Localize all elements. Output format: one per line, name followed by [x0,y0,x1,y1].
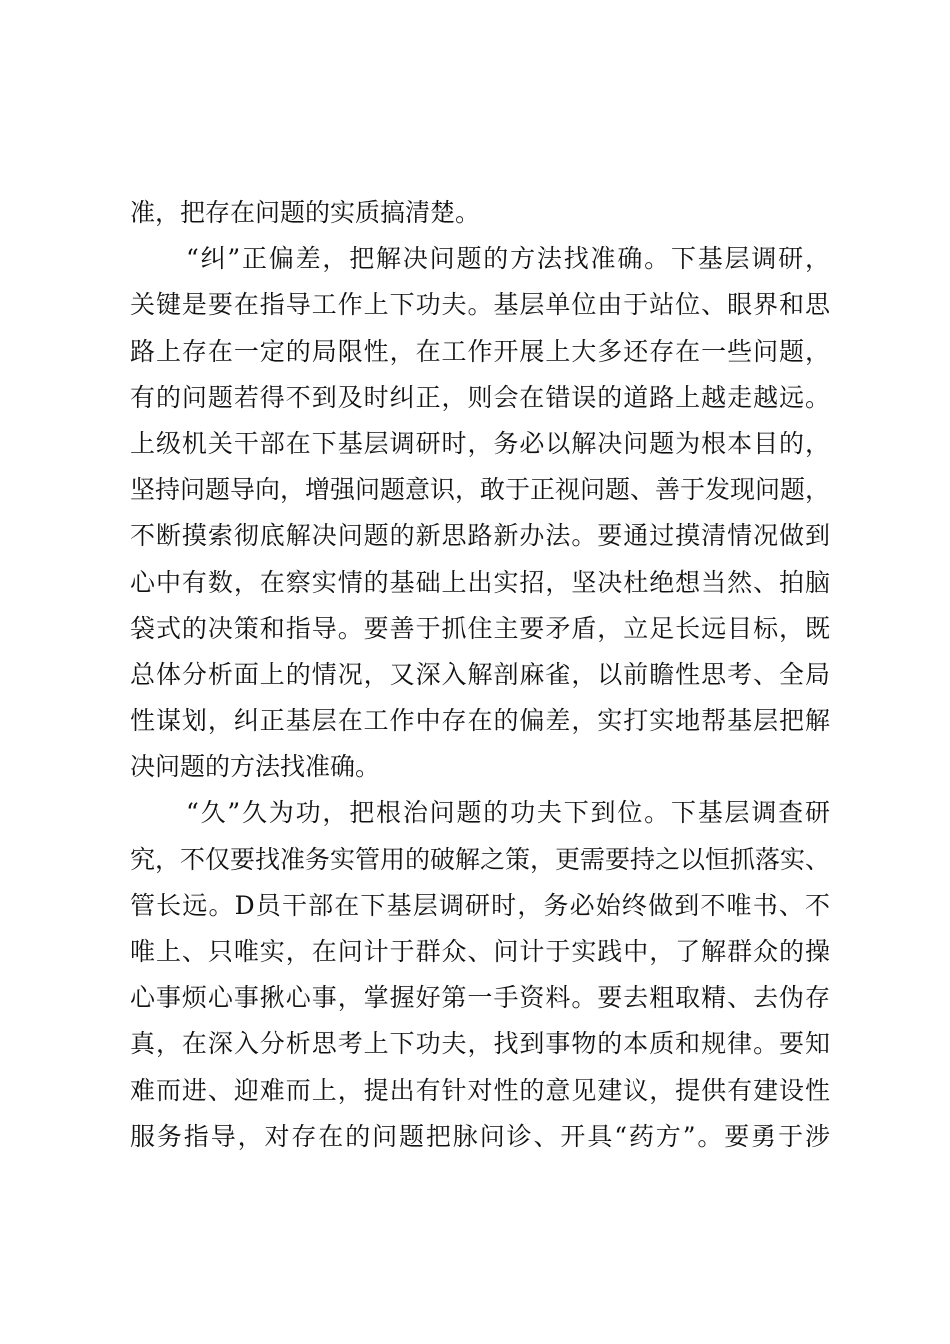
text-line: 总体分析面上的情况，又深入解剖麻雀，以前瞻性思考、全局 [130,659,830,689]
text-line: 坚持问题导向，增强问题意识，敢于正视问题、善于发现问题， [130,475,830,505]
text-line: 心事烦心事揪心事，掌握好第一手资料。要去粗取精、去伪存 [130,983,830,1013]
text-line: 袋式的决策和指导。要善于抓住主要矛盾，立足长远目标，既 [130,613,830,643]
text-line: 决问题的方法找准确。 [130,752,381,782]
text-line: 性谋划，纠正基层在工作中存在的偏差，实打实地帮基层把解 [130,706,830,736]
text-line: 关键是要在指导工作上下功夫。基层单位由于站位、眼界和思 [130,290,830,320]
text-line: 不断摸索彻底解决问题的新思路新办法。要通过摸清情况做到 [130,521,830,551]
text-line: 管长远。D员干部在下基层调研时，务必始终做到不唯书、不 [130,890,830,920]
text-line: 唯上、只唯实，在问计于群众、问计于实践中，了解群众的操 [130,937,830,966]
text-line: 服务指导，对存在的问题把脉问诊、开具“药方”。要勇于涉 [130,1121,830,1151]
text-line: 难而进、迎难而上，提出有针对性的意见建议，提供有建设性 [130,1075,830,1105]
text-line: 路上存在一定的局限性，在工作开展上大多还存在一些问题， [130,336,830,366]
text-line: 心中有数，在察实情的基础上出实招，坚决杜绝想当然、拍脑 [130,567,830,597]
paragraph-heading-line: “纠”正偏差，把解决问题的方法找准确。下基层调研， [186,244,830,274]
paragraph-heading-line: “久”久为功，把根治问题的功夫下到位。下基层调查研 [186,798,830,828]
document-body [130,190,830,1160]
text-line: 上级机关干部在下基层调研时，务必以解决问题为根本目的， [130,428,830,458]
text-line: 真，在深入分析思考上下功夫，找到事物的本质和规律。要知 [130,1029,830,1059]
text-line: 准，把存在问题的实质搞清楚。 [130,198,481,227]
text-line: 究，不仅要找准务实管用的破解之策，更需要持之以恒抓落实、 [130,844,830,874]
text-line: 有的问题若得不到及时纠正，则会在错误的道路上越走越远。 [130,382,830,412]
